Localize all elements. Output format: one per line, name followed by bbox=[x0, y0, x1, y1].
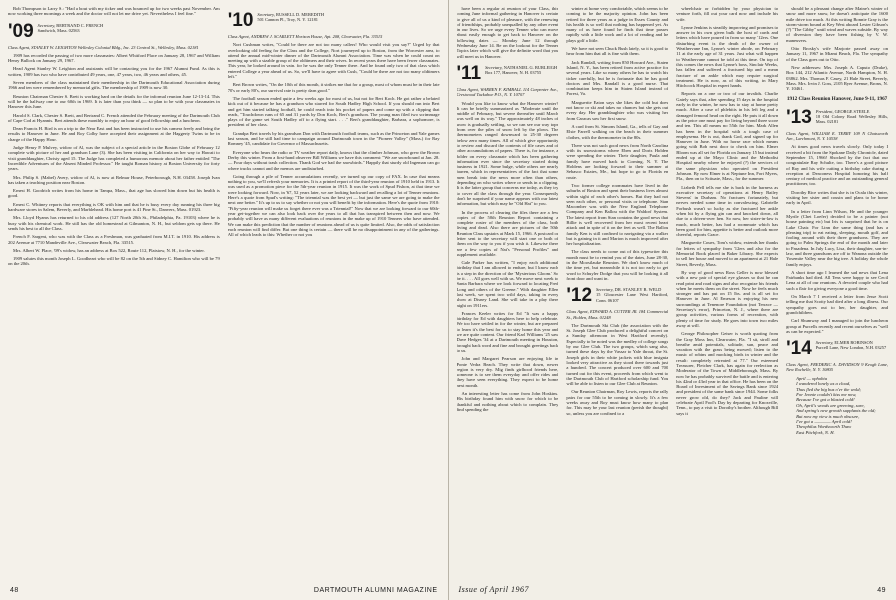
note-paragraph: Ernest H. Goodrich writes from his home in Tampa, Mass., that age has slowed him down but his health is good. bbox=[8, 188, 220, 199]
note-paragraph: Gale Parker has written, "I enjoy each additional birthday that I am allowed to endure, but I know each is a step in the direction of the 'Mysterious Gloom.' So be it. . . . All goes well with us. We move next week to Santa Barbara where we look forward to locating Fred Long and others of the Greene." With daughter Ellen last week, we spent two wild days, taking in every show at Disney Land. She will take in a play there night on 1911ers. bbox=[456, 260, 559, 308]
page-number: 48 bbox=[10, 587, 19, 594]
class-year: '14 bbox=[786, 338, 812, 360]
right-page-columns bbox=[457, 6, 889, 578]
note-paragraph: There was not such good news from North Carolina with its snowstorms where Eben and Doris Holden were spending the winter. Their daughter, Paula and family have moved back to Corning, N. Y. The Holdens are looking forward to their summer at Sebasco Estates, Me., but hope to go to Florida en route. bbox=[566, 142, 669, 180]
secretary-name: GEORGE STEELE bbox=[834, 108, 870, 114]
note-paragraph: An interesting letter has come from John Hoskins. His birthday found him with snow for which to be thankful and nothing about which to complain. They find spending the bbox=[456, 391, 559, 412]
class-agent: Class Agent, ANDREW J. SCARLETT Horizon House, Apt. 208, Clearwater, Fla. 33515 bbox=[227, 34, 383, 39]
note-paragraph: Grandpa Bert travels by his grandson Don with Dartmouth football teams, such as the Princeton and Yale games last season, and he still had time to campaign around Dartmouth town in the "Pioneer Valley" (Mass.) for Ray Romney '45, candidate for Governor of Massachusetts. bbox=[227, 130, 440, 147]
note-paragraph: Lizbeth Pell tells me she is back in the harness as executive secretary of operations at Henry Bailey Stevens' in Durham. No fractures fortunately, but nerves needed some time in convalescing. Gabrielle Forbush wasn't so lucky as she fractured her ankle when hit by a flying gin can and knocked down, all due to a driven-over hen. So now, her sister-in-law is much, much better, has had a roommate which has been good for him, appetite is better and outlook more cheerful, reports Grace. bbox=[676, 184, 779, 238]
class-1910-notes bbox=[228, 42, 440, 237]
note-paragraph: At times good news travels slowly. Only today I received a bit from the Spokane Daily Chronicle, dated September 15, 1966! Shocked by the fact that our congratulate Ray Schulte, too. There's a good picture of Ray and his wife cutting a birthday cake during a reception at Deaconess Hospital honoring his half century of medical practice and an outstanding general practitioner, too. bbox=[786, 144, 888, 187]
note-paragraph: John and Margaret Pearson are enjoying life in Ponte Vedra Beach. They write that down, newer region is very dry. Mig finds girlhood friends here, someone is to see them everyday and offer rides and they have seen everything. They expect to be home next month. bbox=[456, 356, 559, 388]
note-paragraph: Nort Cushman writes, "Could be there are not too many callers! Who would visit you say?" Urged by that overlooking old feeling for the Class and the College, Nort journeyed up to Boston, from the Worcester area, to attend the annual mid-winter dinner of the Dartmouth Alumni Association. Time was when he could count on meeting up with a sizable group of the oldtimers and their wives. In recent years there have been fewer classmates. This year, he looked around in vain. for he was the only Tenner there. And he found only two of that class which entered College a year ahead of us. So, we'll have to agree with Cush, "Could be there are not too many oldtimers left." bbox=[227, 42, 440, 80]
note-paragraph: By way of good news Ross Geller is now blessed with a new pair of special eye glasses so that he can read print and road signs and also recognize his friends when he meets them on the street. Now he feels much stronger and has put on 15 lbs. and is all set for Hanover in June. Al Emeson is enjoying his new surroundings at Tenenore Foundation (not Terrace — Secretary's error), Princeton, N. J., where there are group activities, various forms of recreation, with plenty of time for study. He goes into town two miles away at will. bbox=[676, 269, 779, 328]
secretary-address: 15 Gloucester Lane West Hartford, Conn. 06107 bbox=[596, 292, 669, 303]
note-paragraph: Judge Henry P. Mulvey, widow of Al, was the subject of a special article in the Boston Globe of February 12 complete with picture of her and grandson Lane (3). She has been visiting in California on her way to Hawaii to visit granddaughter, Christy aged 15. The Judge has completed a humorous memoir about her father entitled "The Incredible Adventures of the Absent Minded Professor." He taught Roman history at Boston University for forty years. bbox=[8, 145, 220, 172]
left-column-2 bbox=[228, 6, 440, 578]
note-paragraph: Frances Keeler writes for Ed "It was a happy birthday for Ed with daughters here to help celebrate. We too have settled in for the winter, but are prepared to learn it's the best for us to stay home this year and we are quite content. Our friend Karl Williams '25 saw Dave Hedges '34 at a Dartmouth meeting in Houston, brought back word and fine and brought greetings back to us. bbox=[456, 310, 559, 353]
class-1911-notes-continued bbox=[566, 6, 668, 281]
class-1912-header bbox=[566, 287, 668, 305]
secretary-name: RUSSELL D. MEREDITH bbox=[276, 12, 325, 17]
poem-line: Theophilus Wordsworth Thaw bbox=[796, 424, 852, 430]
note-paragraph: French F. Sargent, who was with the Class as a Freshman, was graduated from M.I.T. in 1910. His address is 202 Avenue at 7710 Mandeville Ave., Clearwater Beach, Fla. 33515. bbox=[8, 234, 220, 245]
note-paragraph: Head Agent Stanley W. Leighton and assistants will be contacting you for the 1967 Alumni Fund. As this is written, 1909 has two who have contributed 49 years, one, 47 years, two, 46 years and others, 45. bbox=[8, 66, 220, 77]
right-column-1 bbox=[457, 6, 559, 578]
poem-line: Thus fled the big bus o'er the wold; bbox=[796, 386, 862, 392]
poem-line: I wandered lonely as a cloud, bbox=[796, 381, 851, 387]
secretary-label: Secretary, bbox=[815, 340, 834, 346]
class-1913-header bbox=[786, 106, 888, 128]
right-column-2 bbox=[566, 6, 668, 578]
note-paragraph: Dorothy Rice writes that she is in Ocala this winter, visiting her sister and cousin and plans to be home early in April. bbox=[786, 189, 888, 206]
note-paragraph: New addresses: Mrs. Joseph A. Caputo (Drake), Box 144, 212 Atlantic Avenue, North Hampton, N. H. 03862. Mrs. Thomas F. Casey, 21 Hale Street, Beverly, Mass. Mrs. Irvin J. Goss, 2105 Ryer Avenue, Bronx, N. Y. 10461. bbox=[786, 64, 888, 92]
note-paragraph: Marguerite Eaton says she likes the cold but does not know or ski and takes no chances but she gets out every day. Her granddaughter who was visiting her from Caracas saw her first snow. bbox=[566, 99, 669, 121]
note-paragraph: Marguerite Coues, Tom's widow, extends her thanks for letters of sympathy from '12ers and also for the Memorial Book placed in Baker Library. She expects to sell her house and moved to an apartment at 21 Hale Street, Beverly, Mass. bbox=[676, 240, 779, 267]
secretary-label: Secretary, bbox=[37, 22, 56, 28]
intro-paragraph: Bob Thompson to Larry S.: "Had a bout with my ticker and was bounced up for two weeks past November. Am now working three mornings a week and the doctor will not let me drive yet. Nevertheless I feel fine." bbox=[8, 6, 220, 17]
issue-title: Issue of April 1967 bbox=[458, 585, 529, 594]
poem-line: And spring's new growth supplants the old; bbox=[796, 408, 876, 414]
class-agent: Class Agent, FREDERIC A. DAVIDSON 9 Keogh Lane, New Rochelle, N. Y. 10805 bbox=[786, 362, 888, 373]
note-paragraph: Mrs. Albert W. Place, '09's widow, has an address at Box 522, Route 112, Plaistow, N. H., for the winter. bbox=[13, 247, 205, 253]
class-year: '10 bbox=[227, 10, 254, 31]
class-1914-header bbox=[786, 340, 888, 358]
note-paragraph: 1909 salutes this month Joseph L. Goodheart who will be 82 on the 5th and Sidney C. Hamilton who will be 79 on the 20th. bbox=[8, 256, 220, 267]
poem-line: Because I've got a blasted cold! bbox=[796, 397, 855, 403]
secretary-name: DR. STANLEY B. WELD bbox=[614, 287, 662, 293]
reunion-notice: 1912 Class Reunion Hanover, June 9-11, 1967 bbox=[786, 96, 888, 103]
note-paragraph: Carl Shumway and I managed to join the luncheon group at Purcells recently and recent ourselves as "well as can be expected." bbox=[786, 318, 888, 334]
class-1911-notes bbox=[457, 101, 559, 413]
page-number: 49 bbox=[877, 587, 886, 594]
publication-title: DARTMOUTH ALUMNI MAGAZINE bbox=[313, 587, 438, 594]
left-page-columns bbox=[8, 6, 440, 578]
note-paragraph: In the process of clearing the files there are a few copies of the 50th Reunion Report containing a complete roster of the members of the class, both living and dead. Also there are pictures of the 50th Reunion Class upstairs at Mark 15, 1966. A postcard or letter sent to the secretary will start one or both of them on the way to you if you wish it. Likewise there are a few copies of Nat's "Personal Profiles" and supplement available. bbox=[456, 209, 559, 257]
poem-line: For Jennie couldn't kiss me now, bbox=[796, 391, 857, 397]
note-paragraph: In a letter from Linn Wilson, He and the younger Myrtle (Chet Loefer) decided to be a painter (not house painting etc) but Iris is surprised that he is on Lake Chair. For Linn the same thing (and has a pleasing trip) to eat eating, sleeping, mouth golf, and fooling around with their three grandsons. They are going to Palm Springs the end of the month and later to Pasadena. In July Lucy, Lisa, their daughter, son-in-law, and three grandsons are off to Wanona outside the Yosemite Valley near the big tree. A holiday the whole family enjoys. bbox=[786, 208, 888, 267]
note-paragraph: The Dartmouth Ski Club (the association with the St. Joseph Glee Club produced a delightful concert on a Sunday afternoon in West Hartford recently). Especially to be noted was the medley of college songs by our Glee Club. The two groups, which sang also, turned these days by the Vassar to Yale throat, the St. Joseph girls in their white jackets with blue insignia looked very attractive as they stood there towards just a hundred. The concert produced over 600 and 700 turned out for this event, proceeds from which went to the Dartmouth Club of Hartford scholarship fund. You will be able to listen to our Glee Club at Reunion. bbox=[566, 322, 669, 387]
note-paragraph: A short time ago I learned the sad news that Lena Fairbanks had died. All Tens were happy to see Cecil Lena at all of our reunions. A devoted couple who had such a flair for giving everyone a good time. bbox=[786, 269, 888, 291]
right-column-4 bbox=[786, 6, 888, 578]
secretary-label: Secretary, bbox=[257, 12, 275, 17]
note-paragraph: Two former college roommates have lived in the suburbs of Boston and spent their business lives almost within sight of each other's homes. But they had not seen each other, or personal visits or telephone. Stan Macomber was with the New England Telephone Company and Ken Ballou with the Waldorf System. The latest report from Stan contains the good news that Billie is well recovered from her most recent heart attack and in spite of it on the feet as well. The Ballou family Ken is still confined to navigating via a walker but is gaining in it and Marion is much improved after her hospitalization. bbox=[566, 182, 669, 247]
note-paragraph: Reports on a one or two of our invalids. Charlie Gately says that, after spending 15 days in the hospital early in the winter, he now has to stay at home pretty much. After a case of phlebitis in his left leg and a damaged femoral head on the right. He puts it all down as the price one must pay for living beyond three score and ten. This all means no 55th for him. Mark Allen has been in the hospital with a tough case of emphysema. He is out, thank God, and signed up for Hanover in June. With no horse race which means going with Bob next door to check on him. Elmer Bloom was all set for Florida on January 15 but instead ended up at the Mayo Clinic and the Methodist Hospital nearby where he enjoyed (?) the services of the same physician who operated on President Johnson. By now Elmer is at Neptune Inn, Fort Myers, Fla., then on to Scituate, Mass., for the summer. bbox=[676, 91, 779, 182]
class-agent: Class Agent, WILLIAM E. TERRY 109 N Chatsworth Ave., Larchmont, N. Y. 10538 bbox=[786, 130, 888, 142]
secretary-address: Purcell Lane, New London, N.H. 03257 bbox=[815, 345, 887, 351]
note-paragraph: Would you like to know what the Hanover winter? It can be briefly summarized as "Moderate until the middle of February, but severe thereafter until March was well on its way." The approximately 48 inches of snow is gradually settling, so we can see our way tops from over the piles of snow left by the plows. The thermometers ranged downward to 25-30 degrees below zero many times. All of which give opportunity to review and discard the contents of file cases and of other accumulations of papers. There is, for instance, a folder on every classmate which has been gathering information ever since the secretary started doing business in 1921. Some bulge, while others are nearly barren, which in representatives of the fact that some men break into the news more often than others, depending on who writes where or sends in a clipping. It is the latter group that concerns me today, as they try to cover all the class through the year. Consequently don't be surprised if your name appears with our latest information, but which may be "Old Hat" to you. bbox=[456, 100, 559, 207]
note-paragraph: Reunion Chairman Chester S. Brett is working hard on the details for the informal reunion June 12-13-14. This will be the halfway one to our 60th in 1969. It is later than you think — so plan to be with your classmates in Hanover this June. bbox=[8, 93, 220, 110]
note-paragraph: Bert Brown writes, "On the 10th of this month, it strikes me that for a group, most of whom must be in their late 70's or early 80's, our survival rate is pretty darn good." bbox=[227, 82, 440, 93]
class-1913-notes bbox=[786, 144, 888, 334]
note-paragraph: Everyone who hears the radio or TV weather report daily, knows that the climber Johnson, who grew the Brown Derby this winter. From a first-hand observer Bill Williams we have this comment: "We are snowbound at Jan. 28. — Four days without trash collection. Thank God we had the snowbirds." Happily that sturdy old Ingeman can go where trucks cannot and the memos are undisturbed. bbox=[227, 149, 440, 171]
continued-paragraph: have been a regular at reunion of your Class, this coming June informal gathering in Hanover is certain to give all of us a kind of pleasure, with the renewing of friendships, probably unequalled by any other event in our lives. So we urge every Tenner who can move about easily enough to get back to Hanover on the following dates — Monday June 12 through Wednesday June 14. Be on the lookout for the Tenner Topics later which will give the definite word that you will meet us in Hanover. bbox=[456, 6, 559, 59]
note-paragraph: On March 7 I received a letter from Jesse Scott telling me that Scotty had died after a long illness. Our sympathy goes out to her, her daughter, and grandchildren. bbox=[786, 294, 888, 315]
right-column-3 bbox=[676, 6, 778, 578]
secretary-name: BERTRAND C. FRENCH bbox=[56, 22, 104, 28]
poem-line: I've got a ———— April cold! bbox=[796, 418, 852, 424]
note-paragraph: Going through a pile of Tenner accumulations recently, we turned up our copy of FAX. In case that means nothing to you, we'll refresh your memories. It is a printed report of the third-year reunion of 1910 held in 1913. It was used as a promotion piece for the 5th-year reunion in 1915. It was the work of Spud Fishon, at that time we were looking forward. Now, in '67, 52 years later, we are looking backward and recalling a lot of Tenner reunions. Here's a quote from Spud's writing: "The triennial was the best yet — but just the same we are going to make the next one better." It's up to us to say whether or not you will benefit by the information. Here's the quote from 1910: "Fifty-year reunion will make us forget there ever was a Triennial!" Now that we are looking forward to our 60th-year get-together we can also look back over the years to all that has transpired between then and now. We probably will have as many different evaluations of reunions in the make up of 1910 Tenners who have attended. We can make this prediction that the number of reunions ahead of us is quite limited. Also, the odds of satisfaction each reunion will find differ. But one thing is certain — there will be no disappointment in any of the gatherings. All of which leads to this: Whether or not you bbox=[227, 173, 440, 238]
class-1912-notes-continued bbox=[676, 6, 778, 416]
class-1909-header bbox=[8, 20, 220, 42]
class-agent: Class Agent, WARREN F. KIMBALL 114 Carpenter Ave., Crestwood Tuckahoe P.O., N. Y. 10707 bbox=[456, 86, 559, 98]
class-year: '13 bbox=[786, 106, 812, 128]
left-column-1 bbox=[8, 6, 220, 578]
secretary-address: 501 Cannon Pl., Troy, N. Y. 12181 bbox=[257, 17, 318, 23]
class-agent: Class Agent, STANLEY W. LEIGHTON Wellesley Colonial Bldg., Inc. 23 Central St., Wellesley, Mass. 02181 bbox=[8, 44, 199, 50]
class-1914-poem bbox=[796, 376, 888, 435]
note-paragraph: The football season ended quite a few weeks ago for most of us, but not for Bert Koch. He got rather a belated kick out of it because he has a grandson who starred for South Hadley High School. If you should run into Bert and get him started talking football, he could reach into his pocket of papers and come up with a clipping that reads, "Touchdown runs of 65 and 31 yards by Don Koch, Bert's grandson. The young man filed two scrimmage plays of the game set South Hadley off to a flying start. . . ." Bert's granddaughter, Barbara, a sophomore, is president of her class. bbox=[227, 95, 440, 128]
note-paragraph: Jack Randall, writing from 850 Howard Ave., Staten Island, N. Y., has been retired from active practice for several years. Like so many others he has to watch his ticker carefully, but he is fortunate that he has good doctors and Mrs. Randall is a good nurse. That combination keeps him in Staten Island instead of Forest, Va. bbox=[566, 59, 669, 97]
class-year: '12 bbox=[566, 285, 593, 307]
note-paragraph: A card from St. Simons Island, Ga., tells of Gay and Elsie Farrell walking on the beach in their summer clothes, with the thermometer in the 80s. bbox=[566, 123, 669, 140]
secretary-name: ELMER ROBINSON bbox=[834, 340, 873, 346]
class-1909-notes bbox=[8, 53, 220, 267]
note-paragraph: Harold S. Clark, Chester S. Brett, and Bertrand C. French attended the February meeting of the Dartmouth Club of Cape Cod at Hyannis. Bert attends these monthly to enjoy an hour of good fellowship and a luncheon. bbox=[8, 112, 220, 123]
secretary-name: NATHANIEL G. BURLEIGH bbox=[503, 64, 558, 70]
note-paragraph: Ernest C. Whitney reports that everything is OK with him and that he is busy every day running his three big hardware stores in Salem, Beverly, and Marblehead. His home port is 41 Pine St., Danvers, Mass. 01923. bbox=[8, 201, 220, 213]
secretary-label: Secretary, bbox=[596, 287, 614, 293]
note-paragraph: George Philosopher Geiser is worth quoting from the Gray Moss Inn, Clearwater, Fla. "I sit, stroll and breathe amid potentials, solitude, sun, peace and vacation with the grass being mowed; listen to the music of robins and mocking birds in winter and the result: completely retreated at 77." Our esteemed Treasurer, Fletcher Clark, has again for reelection as Moderator of the Town of Middleborough, Mass. By now he has probably survived the battle and is entering his 42nd or 43rd year in that office. He has been on the Board of Investment of the Savings Bank since 1924 and president of the same bank since 1944. Some folks never grow old, do they? Jack and Pauline will celebrate April Fool's Day by departing for Knoxville, Tenn., to pay a visit to Dorothy's brother. Although Bill says it bbox=[676, 331, 779, 416]
poem-line: Oh, April's woods are greening, sure, bbox=[796, 402, 865, 408]
note-paragraph: wheelchair or forbidden by your physician to venture forth, fill out your card now and include his wife. bbox=[676, 6, 779, 22]
note-paragraph: Mrs. Lloyd Hyams has returned to his old address (127 North 20th St., Philadelphia, Pa. 19103) where he is busy with his chemical work. He still has the old homestead at Gilmanton, N. H., but seldom gets up there. He sends his best to all the Class. bbox=[8, 215, 220, 231]
poem-line: April — ophobia bbox=[796, 375, 828, 381]
note-paragraph: 1909 has recorded the passing of two more classmates: Albert Whitford Place on January 28, 1967 and William Henry Bullock on January 29, 1967. bbox=[8, 52, 220, 64]
note-paragraph: We have not seen Chuck Bush lately, so it is good to hear from him that all is fine with them. bbox=[566, 46, 669, 57]
secretary-address: Sandwich, Mass. 02563 bbox=[37, 27, 80, 33]
class-1912-notes-end bbox=[786, 6, 888, 91]
poem-line: East Pitchfork, N. H. bbox=[796, 429, 835, 435]
class-year: '09 bbox=[8, 20, 34, 42]
class-year: '11 bbox=[456, 62, 482, 84]
note-paragraph: winter at home very comfortable, which seems to be coming to be the majority opinion. John has been retired for three years as a judge in Essex County and his health is so well that nothing has happened yet. As many of us have found he finds that time passes rapidly with a little work and a lot of reading and he plays golf a little. bbox=[566, 6, 669, 43]
secretary-address: Box 177, Hanover, N. H. 03755 bbox=[485, 70, 542, 76]
note-paragraph: Mrs. Philip S. (Mabel) Avery, widow of Al, is now at Belmar House, Peterborough, N.H. 03458. Joseph Ivan has taken a teaching position near Boston. bbox=[8, 174, 220, 185]
note-paragraph: Otto Brosky's wife Marjorie passed away on January 11, 1967 in Miami Beach, Fla. The sympathy of the Class goes out to Otto. bbox=[786, 46, 888, 62]
class-1912-notes bbox=[566, 323, 668, 416]
note-paragraph: Lynne Jenkins is steadily improving and promises to answer in his own given bulk the host of cards and letters which have poured in from so many '12ers. One disturbing event is the death of the owner of Weathervane Inn, Lynne's winter abode, on February 11 at the early age of 31 years. Just what will happen to Weathervane cannot be told at this time. On top of this comes the news that Lynne's boss, Sinclair Weeks, has fallen and suffered a fractured hip and a mean fracture of an ankle which may require surgical treatment. He is now, as of this writing, in Mary Hitchcock Hospital in expert hands. bbox=[676, 24, 779, 89]
poem-line: But now my view is much obscure, bbox=[796, 413, 860, 419]
class-1911-header bbox=[456, 62, 559, 84]
class-agent: Class Agent, EDWARD A. CUTTER JR. 184 Commercial St., Holden, Mass. 01248 bbox=[566, 309, 669, 320]
note-paragraph: Dean Francis H. Bird is on a trip to the Near East and has been instructed to use his camera freely and bring the results to Hanover in June. He and Roy Colby have accepted their assignment at the Haggerty Twins to be in charge of the Happy Hour. bbox=[8, 126, 220, 142]
note-paragraph: The class needs to come out of this typewriter this month must be to remind you of the dates, June 28-30, in the Moosilauke Reunion. We don't know much of the time yet, but meanwhile it is not too early to get word to Schuyler Dodge that you will be looking it all front door and want in. bbox=[566, 249, 669, 281]
secretary-label: President, bbox=[815, 108, 834, 114]
secretary-label: Secretary, bbox=[485, 64, 503, 70]
note-paragraph: should be a pleasant change after Maine's winter of snow and more snow, he doesn't anticipate the 1600 mile drive too much. At this writing Bonnie Gray is the storm-storm bound at Key West aboard Lester Gibson's (?) "The Gibby" until wind and waves subside. By way of diversion they have been fishing by V. W. maneuvers. bbox=[786, 6, 888, 43]
class-1910-header bbox=[228, 12, 440, 30]
note-paragraph: Seven members of the class maintained their membership in the Dartmouth Educational Association during 1966 and ten were remembered by memorial gifts. The membership of 1909 is now 30. bbox=[8, 80, 220, 91]
secretary-address: 18 Old Colony Road Wellesley Hills, Mass. 02181 bbox=[815, 113, 888, 125]
note-paragraph: Our Reunion Chairman, Roy Lewis, reports the rally pairs for our 55th to be coming in slowly. It's a few weeks away and Roy must know how many to plan for. This may be your last reunion (perish the thought) so, unless you are confined to a bbox=[566, 389, 669, 416]
right-page bbox=[449, 0, 896, 600]
